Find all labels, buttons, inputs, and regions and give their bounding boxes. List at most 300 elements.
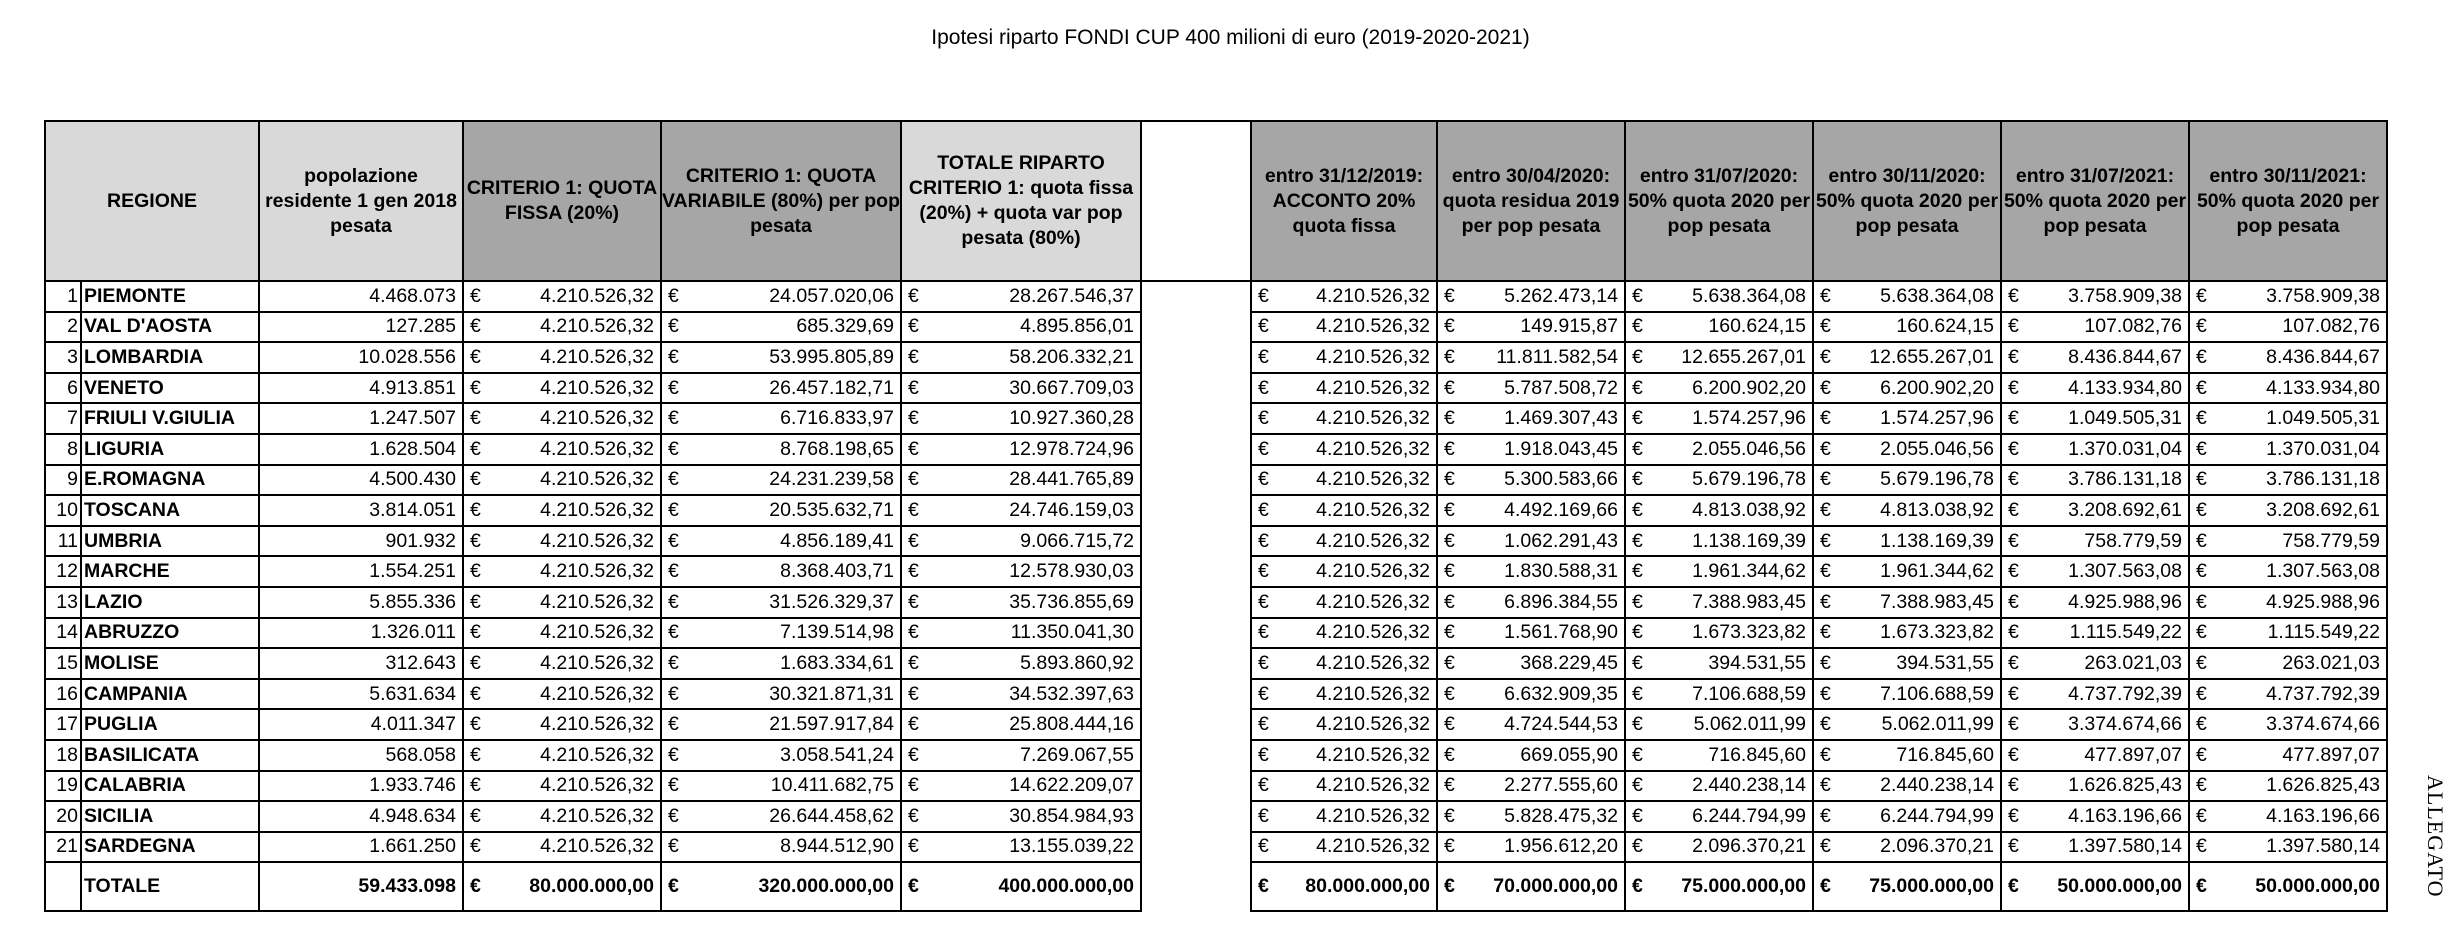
row-number: 17 (45, 709, 81, 740)
header-popolazione: popolazione residente 1 gen 2018 pesata (259, 121, 463, 281)
region-name: BASILICATA (81, 740, 259, 771)
amount: 4.210.526,32 (1316, 835, 1430, 858)
amount: 1.574.257,96 (1692, 407, 1806, 430)
amount: 1.561.768,90 (1504, 621, 1618, 644)
amount: 4.925.988,96 (2068, 590, 2182, 613)
amount: 1.307.563,08 (2266, 560, 2380, 583)
c2020a-cell (1437, 373, 1625, 404)
allocation-table (44, 120, 2388, 912)
row-number: 13 (45, 587, 81, 618)
region-name: PUGLIA (81, 709, 259, 740)
totale-riparto-cell (901, 373, 1141, 404)
euro-sign: € (470, 804, 481, 827)
euro-sign: € (2196, 682, 2207, 705)
euro-sign: € (1258, 590, 1269, 613)
blank-cell (1141, 281, 1251, 312)
euro-sign: € (1258, 437, 1269, 460)
euro-sign: € (908, 621, 919, 644)
population: 1.247.507 (259, 403, 463, 434)
population: 312.643 (259, 648, 463, 679)
amount: 2.055.046,56 (1880, 437, 1994, 460)
totale-riparto-cell (901, 556, 1141, 587)
amount: 1.673.323,82 (1880, 621, 1994, 644)
euro-sign: € (668, 590, 679, 613)
euro-sign: € (1632, 682, 1643, 705)
amount: 11.350.041,30 (1010, 621, 1134, 644)
euro-sign: € (1444, 345, 1455, 368)
amount: 107.082,76 (2084, 315, 2182, 338)
euro-sign: € (1258, 376, 1269, 399)
amount: 716.845,60 (1896, 743, 1994, 766)
header-totale-riparto: TOTALE RIPARTO CRITERIO 1: quota fissa (20%) + quota var pop pesata (80%) (901, 121, 1141, 281)
c2020a-cell (1437, 832, 1625, 863)
amount: 8.436.844,67 (2068, 345, 2182, 368)
amount: 394.531,55 (1708, 651, 1806, 674)
quota-fissa-cell (463, 495, 661, 526)
amount: 4.210.526,32 (1316, 804, 1430, 827)
euro-sign: € (2008, 590, 2019, 613)
c2021b-cell (2189, 771, 2387, 802)
quota-fissa-cell (463, 403, 661, 434)
quota-fissa-cell (463, 832, 661, 863)
euro-sign: € (470, 743, 481, 766)
table-row (45, 801, 2387, 832)
c2019-cell (1251, 373, 1437, 404)
row-number: 8 (45, 434, 81, 465)
euro-sign: € (1444, 407, 1455, 430)
quota-variabile-cell (661, 709, 901, 740)
c2021a-cell (2001, 648, 2189, 679)
euro-sign: € (2196, 875, 2207, 898)
euro-sign: € (2008, 651, 2019, 674)
c2020b-cell (1625, 373, 1813, 404)
header-quota-fissa: CRITERIO 1: QUOTA FISSA (20%) (463, 121, 661, 281)
population-total: 59.433.098 (259, 862, 463, 911)
header-regione: REGIONE (45, 121, 259, 281)
euro-sign: € (668, 743, 679, 766)
quota-variabile-cell (661, 403, 901, 434)
amount: 12.655.267,01 (1681, 345, 1806, 368)
amount: 160.624,15 (1708, 315, 1806, 338)
c2020a-total (1437, 862, 1625, 911)
c2020c-cell (1813, 740, 2001, 771)
euro-sign: € (2008, 498, 2019, 521)
euro-sign: € (1444, 651, 1455, 674)
amount: 4.210.526,32 (1316, 437, 1430, 460)
blank-cell (1141, 709, 1251, 740)
euro-sign: € (668, 437, 679, 460)
euro-sign: € (1820, 529, 1831, 552)
amount: 11.811.582,54 (1496, 345, 1618, 368)
c2020c-cell (1813, 832, 2001, 863)
amount: 4.737.792,39 (2266, 682, 2380, 705)
euro-sign: € (1444, 804, 1455, 827)
euro-sign: € (668, 621, 679, 644)
euro-sign: € (470, 468, 481, 491)
euro-sign: € (1444, 713, 1455, 736)
totale-riparto-cell (901, 281, 1141, 312)
region-name: SICILIA (81, 801, 259, 832)
euro-sign: € (1820, 407, 1831, 430)
euro-sign: € (1632, 529, 1643, 552)
population: 127.285 (259, 312, 463, 343)
quota-variabile-cell (661, 342, 901, 373)
euro-sign: € (470, 713, 481, 736)
amount: 4.163.196,66 (2266, 804, 2380, 827)
euro-sign: € (1444, 468, 1455, 491)
population: 1.326.011 (259, 618, 463, 649)
euro-sign: € (1632, 284, 1643, 307)
amount: 30.854.984,93 (1009, 804, 1134, 827)
c2021b-cell (2189, 434, 2387, 465)
euro-sign: € (2008, 835, 2019, 858)
euro-sign: € (470, 875, 481, 898)
amount: 4.724.544,53 (1504, 713, 1618, 736)
euro-sign: € (1820, 560, 1831, 583)
amount: 21.597.917,84 (769, 713, 894, 736)
amount: 4.210.526,32 (1316, 376, 1430, 399)
region-name: ABRUZZO (81, 618, 259, 649)
euro-sign: € (1820, 437, 1831, 460)
amount: 2.096.370,21 (1880, 835, 1994, 858)
euro-sign: € (1258, 774, 1269, 797)
amount: 477.897,07 (2084, 743, 2182, 766)
euro-sign: € (2008, 621, 2019, 644)
euro-sign: € (470, 345, 481, 368)
euro-sign: € (1820, 804, 1831, 827)
row-number: 7 (45, 403, 81, 434)
c2021a-cell (2001, 709, 2189, 740)
c2020a-cell (1437, 465, 1625, 496)
table-row (45, 832, 2387, 863)
amount: 4.210.526,32 (1316, 284, 1430, 307)
header-2019: entro 31/12/2019: ACCONTO 20% quota fissa (1251, 121, 1437, 281)
amount: 1.307.563,08 (2068, 560, 2182, 583)
amount: 4.163.196,66 (2068, 804, 2182, 827)
header-2020c: entro 30/11/2020: 50% quota 2020 per pop pesata (1813, 121, 2001, 281)
euro-sign: € (668, 651, 679, 674)
euro-sign: € (2008, 713, 2019, 736)
blank-cell (1141, 679, 1251, 710)
amount: 80.000.000,00 (1305, 875, 1430, 898)
amount: 28.441.765,89 (1009, 468, 1134, 491)
c2021b-cell (2189, 709, 2387, 740)
amount: 12.578.930,03 (1009, 560, 1134, 583)
table-row (45, 648, 2387, 679)
amount: 4.210.526,32 (540, 651, 654, 674)
population: 10.028.556 (259, 342, 463, 373)
c2019-cell (1251, 312, 1437, 343)
euro-sign: € (1632, 875, 1643, 898)
amount: 70.000.000,00 (1493, 875, 1618, 898)
euro-sign: € (470, 376, 481, 399)
region-name: MOLISE (81, 648, 259, 679)
row-number: 19 (45, 771, 81, 802)
euro-sign: € (470, 437, 481, 460)
amount: 1.673.323,82 (1692, 621, 1806, 644)
amount: 4.925.988,96 (2266, 590, 2380, 613)
region-name: FRIULI V.GIULIA (81, 403, 259, 434)
euro-sign: € (1258, 713, 1269, 736)
euro-sign: € (1444, 590, 1455, 613)
amount: 3.786.131,18 (2266, 468, 2380, 491)
euro-sign: € (1632, 743, 1643, 766)
c2020b-cell (1625, 771, 1813, 802)
euro-sign: € (1632, 407, 1643, 430)
c2019-cell (1251, 281, 1437, 312)
amount: 5.893.860,92 (1020, 651, 1134, 674)
amount: 26.457.182,71 (769, 376, 894, 399)
amount: 30.667.709,03 (1009, 376, 1134, 399)
amount: 4.210.526,32 (1316, 713, 1430, 736)
c2019-cell (1251, 709, 1437, 740)
euro-sign: € (2008, 529, 2019, 552)
amount: 4.210.526,32 (1316, 774, 1430, 797)
population: 4.468.073 (259, 281, 463, 312)
amount: 4.210.526,32 (540, 345, 654, 368)
c2021b-cell (2189, 403, 2387, 434)
amount: 716.845,60 (1708, 743, 1806, 766)
euro-sign: € (1820, 682, 1831, 705)
c2019-cell (1251, 434, 1437, 465)
blank-cell (1141, 556, 1251, 587)
c2021b-cell (2189, 465, 2387, 496)
amount: 263.021,03 (2084, 651, 2182, 674)
euro-sign: € (668, 875, 679, 898)
amount: 7.139.514,98 (780, 621, 894, 644)
euro-sign: € (668, 560, 679, 583)
c2020a-cell (1437, 342, 1625, 373)
blank-cell (1141, 526, 1251, 557)
amount: 4.210.526,32 (540, 284, 654, 307)
c2020a-cell (1437, 434, 1625, 465)
euro-sign: € (2008, 804, 2019, 827)
population: 1.628.504 (259, 434, 463, 465)
amount: 8.368.403,71 (780, 560, 894, 583)
c2021a-total (2001, 862, 2189, 911)
c2020c-cell (1813, 342, 2001, 373)
quota-fissa-cell (463, 801, 661, 832)
amount: 3.758.909,38 (2068, 284, 2182, 307)
c2020b-cell (1625, 801, 1813, 832)
euro-sign: € (1258, 621, 1269, 644)
amount: 4.210.526,32 (540, 590, 654, 613)
quota-fissa-cell (463, 740, 661, 771)
amount: 4.492.169,66 (1504, 498, 1618, 521)
c2021a-cell (2001, 771, 2189, 802)
amount: 4.210.526,32 (1316, 590, 1430, 613)
amount: 5.062.011,99 (1881, 713, 1994, 736)
quota-variabile-cell (661, 740, 901, 771)
c2021b-cell (2189, 526, 2387, 557)
euro-sign: € (2008, 468, 2019, 491)
euro-sign: € (1444, 682, 1455, 705)
euro-sign: € (908, 407, 919, 430)
table-row (45, 709, 2387, 740)
euro-sign: € (470, 621, 481, 644)
euro-sign: € (1258, 804, 1269, 827)
euro-sign: € (908, 315, 919, 338)
amount: 669.055,90 (1520, 743, 1618, 766)
euro-sign: € (1258, 407, 1269, 430)
euro-sign: € (668, 682, 679, 705)
amount: 320.000.000,00 (758, 875, 894, 898)
euro-sign: € (1444, 284, 1455, 307)
euro-sign: € (668, 498, 679, 521)
amount: 1.956.612,20 (1504, 835, 1618, 858)
euro-sign: € (1258, 560, 1269, 583)
quota-variabile-cell (661, 526, 901, 557)
amount: 4.210.526,32 (1316, 407, 1430, 430)
euro-sign: € (908, 498, 919, 521)
euro-sign: € (908, 651, 919, 674)
totale-riparto-cell (901, 709, 1141, 740)
population: 4.913.851 (259, 373, 463, 404)
c2020b-cell (1625, 832, 1813, 863)
c2020c-cell (1813, 679, 2001, 710)
c2020b-cell (1625, 434, 1813, 465)
euro-sign: € (1820, 621, 1831, 644)
blank-cell (1141, 434, 1251, 465)
euro-sign: € (1820, 345, 1831, 368)
population: 4.011.347 (259, 709, 463, 740)
c2020a-cell (1437, 709, 1625, 740)
euro-sign: € (908, 743, 919, 766)
totale-riparto-total (901, 862, 1141, 911)
region-name: MARCHE (81, 556, 259, 587)
header-2020a: entro 30/04/2020: quota residua 2019 per pop pesata (1437, 121, 1625, 281)
euro-sign: € (1258, 315, 1269, 338)
c2020c-cell (1813, 556, 2001, 587)
euro-sign: € (2008, 315, 2019, 338)
euro-sign: € (1444, 835, 1455, 858)
c2021b-cell (2189, 373, 2387, 404)
amount: 24.746.159,03 (1009, 498, 1134, 521)
quota-fissa-cell (463, 679, 661, 710)
amount: 5.787.508,72 (1504, 376, 1618, 399)
c2019-cell (1251, 495, 1437, 526)
amount: 1.626.825,43 (2068, 774, 2182, 797)
amount: 8.768.198,65 (780, 437, 894, 460)
row-number: 21 (45, 832, 81, 863)
amount: 6.244.794,99 (1692, 804, 1806, 827)
amount: 4.210.526,32 (1316, 498, 1430, 521)
euro-sign: € (668, 804, 679, 827)
euro-sign: € (1820, 315, 1831, 338)
c2021b-cell (2189, 281, 2387, 312)
c2019-total (1251, 862, 1437, 911)
totale-riparto-cell (901, 740, 1141, 771)
euro-sign: € (908, 804, 919, 827)
amount: 1.370.031,04 (2068, 437, 2182, 460)
amount: 4.210.526,32 (1316, 560, 1430, 583)
euro-sign: € (1820, 875, 1831, 898)
euro-sign: € (1444, 315, 1455, 338)
amount: 5.638.364,08 (1880, 284, 1994, 307)
euro-sign: € (1632, 376, 1643, 399)
c2021b-cell (2189, 740, 2387, 771)
quota-fissa-cell (463, 587, 661, 618)
euro-sign: € (908, 284, 919, 307)
amount: 75.000.000,00 (1681, 875, 1806, 898)
c2020a-cell (1437, 495, 1625, 526)
c2020c-cell (1813, 434, 2001, 465)
amount: 8.944.512,90 (780, 835, 894, 858)
population: 5.631.634 (259, 679, 463, 710)
c2020b-total (1625, 862, 1813, 911)
c2019-cell (1251, 801, 1437, 832)
amount: 4.133.934,80 (2266, 376, 2380, 399)
amount: 4.210.526,32 (540, 376, 654, 399)
amount: 7.106.688,59 (1880, 682, 1994, 705)
euro-sign: € (1444, 437, 1455, 460)
population: 3.814.051 (259, 495, 463, 526)
totale-riparto-cell (901, 618, 1141, 649)
table-row (45, 771, 2387, 802)
c2020c-cell (1813, 281, 2001, 312)
amount: 26.644.458,62 (769, 804, 894, 827)
quota-variabile-cell (661, 801, 901, 832)
euro-sign: € (1632, 835, 1643, 858)
amount: 2.277.555,60 (1504, 774, 1618, 797)
blank-cell (1141, 801, 1251, 832)
table-row (45, 312, 2387, 343)
amount: 758.779,59 (2282, 529, 2380, 552)
quota-variabile-cell (661, 618, 901, 649)
c2019-cell (1251, 556, 1437, 587)
amount: 1.115.549,22 (2069, 621, 2182, 644)
amount: 5.679.196,78 (1880, 468, 1994, 491)
euro-sign: € (1258, 498, 1269, 521)
euro-sign: € (668, 713, 679, 736)
c2019-cell (1251, 342, 1437, 373)
c2020a-cell (1437, 801, 1625, 832)
header-quota-variabile: CRITERIO 1: QUOTA VARIABILE (80%) per pop pesata (661, 121, 901, 281)
c2020b-cell (1625, 465, 1813, 496)
euro-sign: € (2196, 498, 2207, 521)
totale-riparto-cell (901, 403, 1141, 434)
blank-cell (1141, 465, 1251, 496)
amount: 3.374.674,66 (2068, 713, 2182, 736)
euro-sign: € (2196, 560, 2207, 583)
euro-sign: € (668, 774, 679, 797)
row-number: 1 (45, 281, 81, 312)
c2020c-cell (1813, 526, 2001, 557)
quota-variabile-cell (661, 465, 901, 496)
amount: 2.055.046,56 (1692, 437, 1806, 460)
amount: 6.244.794,99 (1880, 804, 1994, 827)
euro-sign: € (2196, 713, 2207, 736)
c2020c-cell (1813, 495, 2001, 526)
totale-riparto-cell (901, 526, 1141, 557)
amount: 12.655.267,01 (1869, 345, 1994, 368)
amount: 5.679.196,78 (1692, 468, 1806, 491)
quota-fissa-cell (463, 342, 661, 373)
euro-sign: € (1820, 713, 1831, 736)
euro-sign: € (470, 529, 481, 552)
euro-sign: € (2196, 437, 2207, 460)
row-number: 3 (45, 342, 81, 373)
amount: 7.106.688,59 (1692, 682, 1806, 705)
quota-variabile-cell (661, 281, 901, 312)
c2021b-cell (2189, 495, 2387, 526)
c2021a-cell (2001, 434, 2189, 465)
amount: 6.716.833,97 (780, 407, 894, 430)
euro-sign: € (1632, 713, 1643, 736)
table-row (45, 281, 2387, 312)
amount: 149.915,87 (1520, 315, 1618, 338)
quota-variabile-cell (661, 771, 901, 802)
